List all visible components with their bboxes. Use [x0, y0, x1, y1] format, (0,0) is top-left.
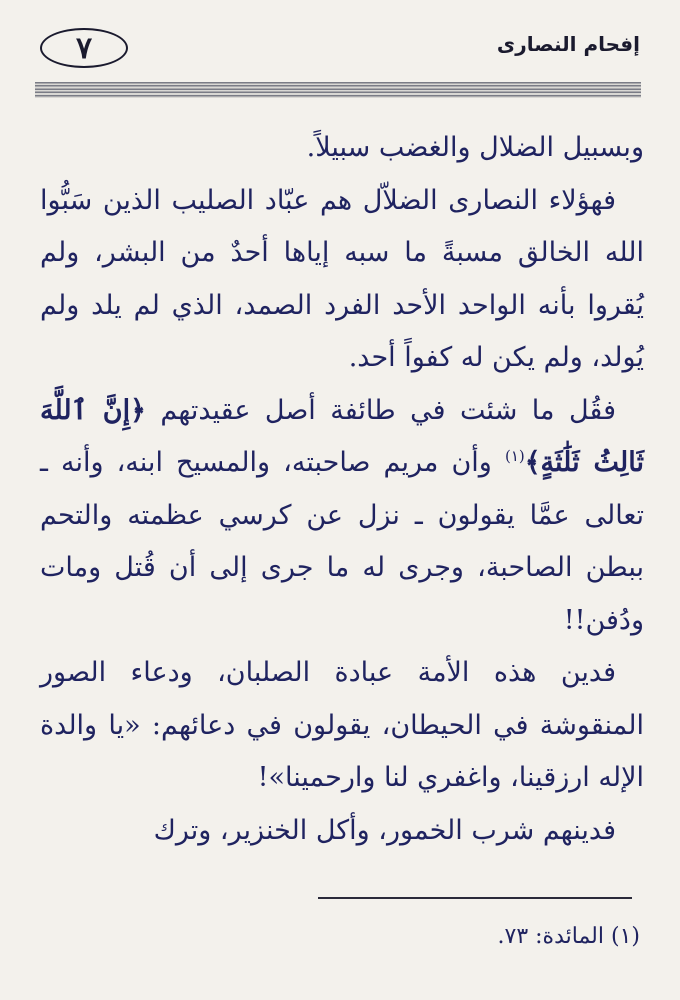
quran-quote: ﴿إِنَّ ٱللَّهَ ثَالِثُ ثَلَٰثَةٍ﴾	[40, 394, 645, 478]
paragraph: فدينهم شرب الخمور، وأكل الخنزير، وترك	[153, 814, 616, 846]
paragraph-text: وأن مريم صاحبته، والمسيح ابنه، وأنه ـ تعالى عمَّا يقولون ـ نزل عن كرسي عظمته والتحم ببطن الصاحبة، وجرى له ما جرى إلى أن قُتل ومات ودُفن!!	[40, 447, 644, 636]
footnote-divider	[318, 897, 632, 899]
paragraph: وبسبيل الضلال والغضب سبيلاً.	[306, 132, 644, 163]
paragraph: فهؤلاء النصارى الضلاّل هم عبّاد الصليب الذين سَبُّوا الله الخالق مسبةً ما سبه إياها أحدٌ من البشر، ولم يُقروا بأنه الواحد الأحد الفرد الصمد، الذي لم يلد ولم يُولد، ولم يكن له كفواً أحد.	[40, 184, 644, 373]
running-title: إفحام النصارى	[496, 32, 640, 56]
main-text	[40, 122, 644, 857]
footnote-reference: (١)	[504, 447, 525, 465]
paragraph-text: فقُل ما شئت في طائفة أصل عقيدتهم	[160, 394, 616, 426]
paragraph	[40, 385, 644, 648]
footnote	[498, 924, 641, 949]
paragraph: فدين هذه الأمة عبادة الصلبان، ودعاء الصور المنقوشة في الحيطان، يقولون في دعائهم: «يا والدة الإله ارزقينا، واغفري لنا وارحمينا»!	[40, 657, 644, 793]
page-header	[20, 26, 640, 70]
header-divider	[35, 82, 641, 98]
footnote-marker: (١)	[610, 924, 640, 949]
footnote-text: المائدة: ٧٣.	[497, 924, 604, 949]
page-number: ٧	[40, 28, 128, 68]
